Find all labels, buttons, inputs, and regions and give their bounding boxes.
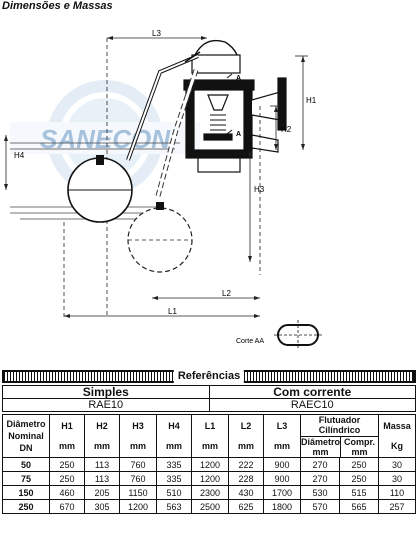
table-row — [3, 458, 416, 472]
value-cell: 250 — [50, 472, 85, 486]
header-l2: L2 mm — [229, 415, 264, 458]
header-l3: L3 mm — [264, 415, 301, 458]
float-lower — [128, 202, 192, 272]
valve-diagram — [0, 16, 420, 368]
value-cell: 30 — [379, 458, 416, 472]
value-cell: 900 — [264, 472, 301, 486]
header-h2: H2 mm — [85, 415, 120, 458]
value-cell: 1200 — [192, 472, 229, 486]
value-cell: 250 — [50, 458, 85, 472]
references-title: Referências — [174, 370, 244, 383]
section-caption: Corte AA — [236, 338, 265, 345]
value-cell: 2500 — [192, 500, 229, 514]
ref-simple-code: RAE10 — [3, 399, 210, 412]
value-cell: 335 — [157, 472, 192, 486]
dim-l3: L3 — [152, 29, 161, 38]
mass-header: Massa Kg — [379, 415, 416, 458]
value-cell: 110 — [379, 486, 416, 500]
references-table — [2, 385, 416, 412]
dim-h4: H4 — [14, 151, 25, 160]
dn-cell: 75 — [3, 472, 50, 486]
value-cell: 113 — [85, 472, 120, 486]
section-mark-a-bottom: A — [236, 131, 242, 138]
ref-chain-code: RAEC10 — [209, 399, 416, 412]
table-row — [3, 486, 416, 500]
header-l1: L1 mm — [192, 415, 229, 458]
value-cell: 530 — [301, 486, 340, 500]
section-aa-symbol — [274, 320, 322, 350]
value-cell: 205 — [85, 486, 120, 500]
float-header: Flutuador Cilíndrico Diâmetro mm Compr. mm — [301, 415, 379, 458]
value-cell: 113 — [85, 458, 120, 472]
value-cell: 257 — [379, 500, 416, 514]
value-cell: 510 — [157, 486, 192, 500]
table-row — [3, 500, 416, 514]
value-cell: 305 — [85, 500, 120, 514]
value-cell: 430 — [229, 486, 264, 500]
value-cell: 625 — [229, 500, 264, 514]
value-cell: 1200 — [120, 500, 157, 514]
value-cell: 250 — [340, 458, 379, 472]
dim-h1: H1 — [306, 96, 317, 105]
value-cell: 1700 — [264, 486, 301, 500]
header-h3: H3 mm — [120, 415, 157, 458]
value-cell: 460 — [50, 486, 85, 500]
references-bar — [2, 370, 416, 383]
dn-header: Diâmetro Nominal DN — [3, 415, 50, 458]
value-cell: 670 — [50, 500, 85, 514]
dn-cell: 50 — [3, 458, 50, 472]
value-cell: 1150 — [120, 486, 157, 500]
value-cell: 270 — [301, 472, 340, 486]
value-cell: 270 — [301, 458, 340, 472]
value-cell: 900 — [264, 458, 301, 472]
value-cell: 515 — [340, 486, 379, 500]
value-cell: 2300 — [192, 486, 229, 500]
dimensions-table — [2, 414, 416, 514]
dn-cell: 150 — [3, 486, 50, 500]
value-cell: 570 — [301, 500, 340, 514]
table-row — [3, 472, 416, 486]
value-cell: 250 — [340, 472, 379, 486]
value-cell: 565 — [340, 500, 379, 514]
value-cell: 335 — [157, 458, 192, 472]
section-mark-a-top: A — [236, 75, 242, 82]
svg-text:SANECON: SANECON — [39, 124, 171, 154]
dn-cell: 250 — [3, 500, 50, 514]
header-h1: H1 mm — [50, 415, 85, 458]
value-cell: 228 — [229, 472, 264, 486]
dim-l2: L2 — [222, 289, 231, 298]
value-cell: 1800 — [264, 500, 301, 514]
dim-h2: H2 — [281, 125, 292, 134]
value-cell: 30 — [379, 472, 416, 486]
value-cell: 760 — [120, 458, 157, 472]
value-cell: 563 — [157, 500, 192, 514]
value-cell: 760 — [120, 472, 157, 486]
ref-chain-label: Com corrente — [209, 386, 416, 399]
page-title: Dimensões e Massas — [2, 0, 113, 12]
header-h4: H4 mm — [157, 415, 192, 458]
dim-h3: H3 — [254, 185, 265, 194]
value-cell: 222 — [229, 458, 264, 472]
ref-simple-label: Simples — [3, 386, 210, 399]
value-cell: 1200 — [192, 458, 229, 472]
dim-l1: L1 — [168, 307, 177, 316]
